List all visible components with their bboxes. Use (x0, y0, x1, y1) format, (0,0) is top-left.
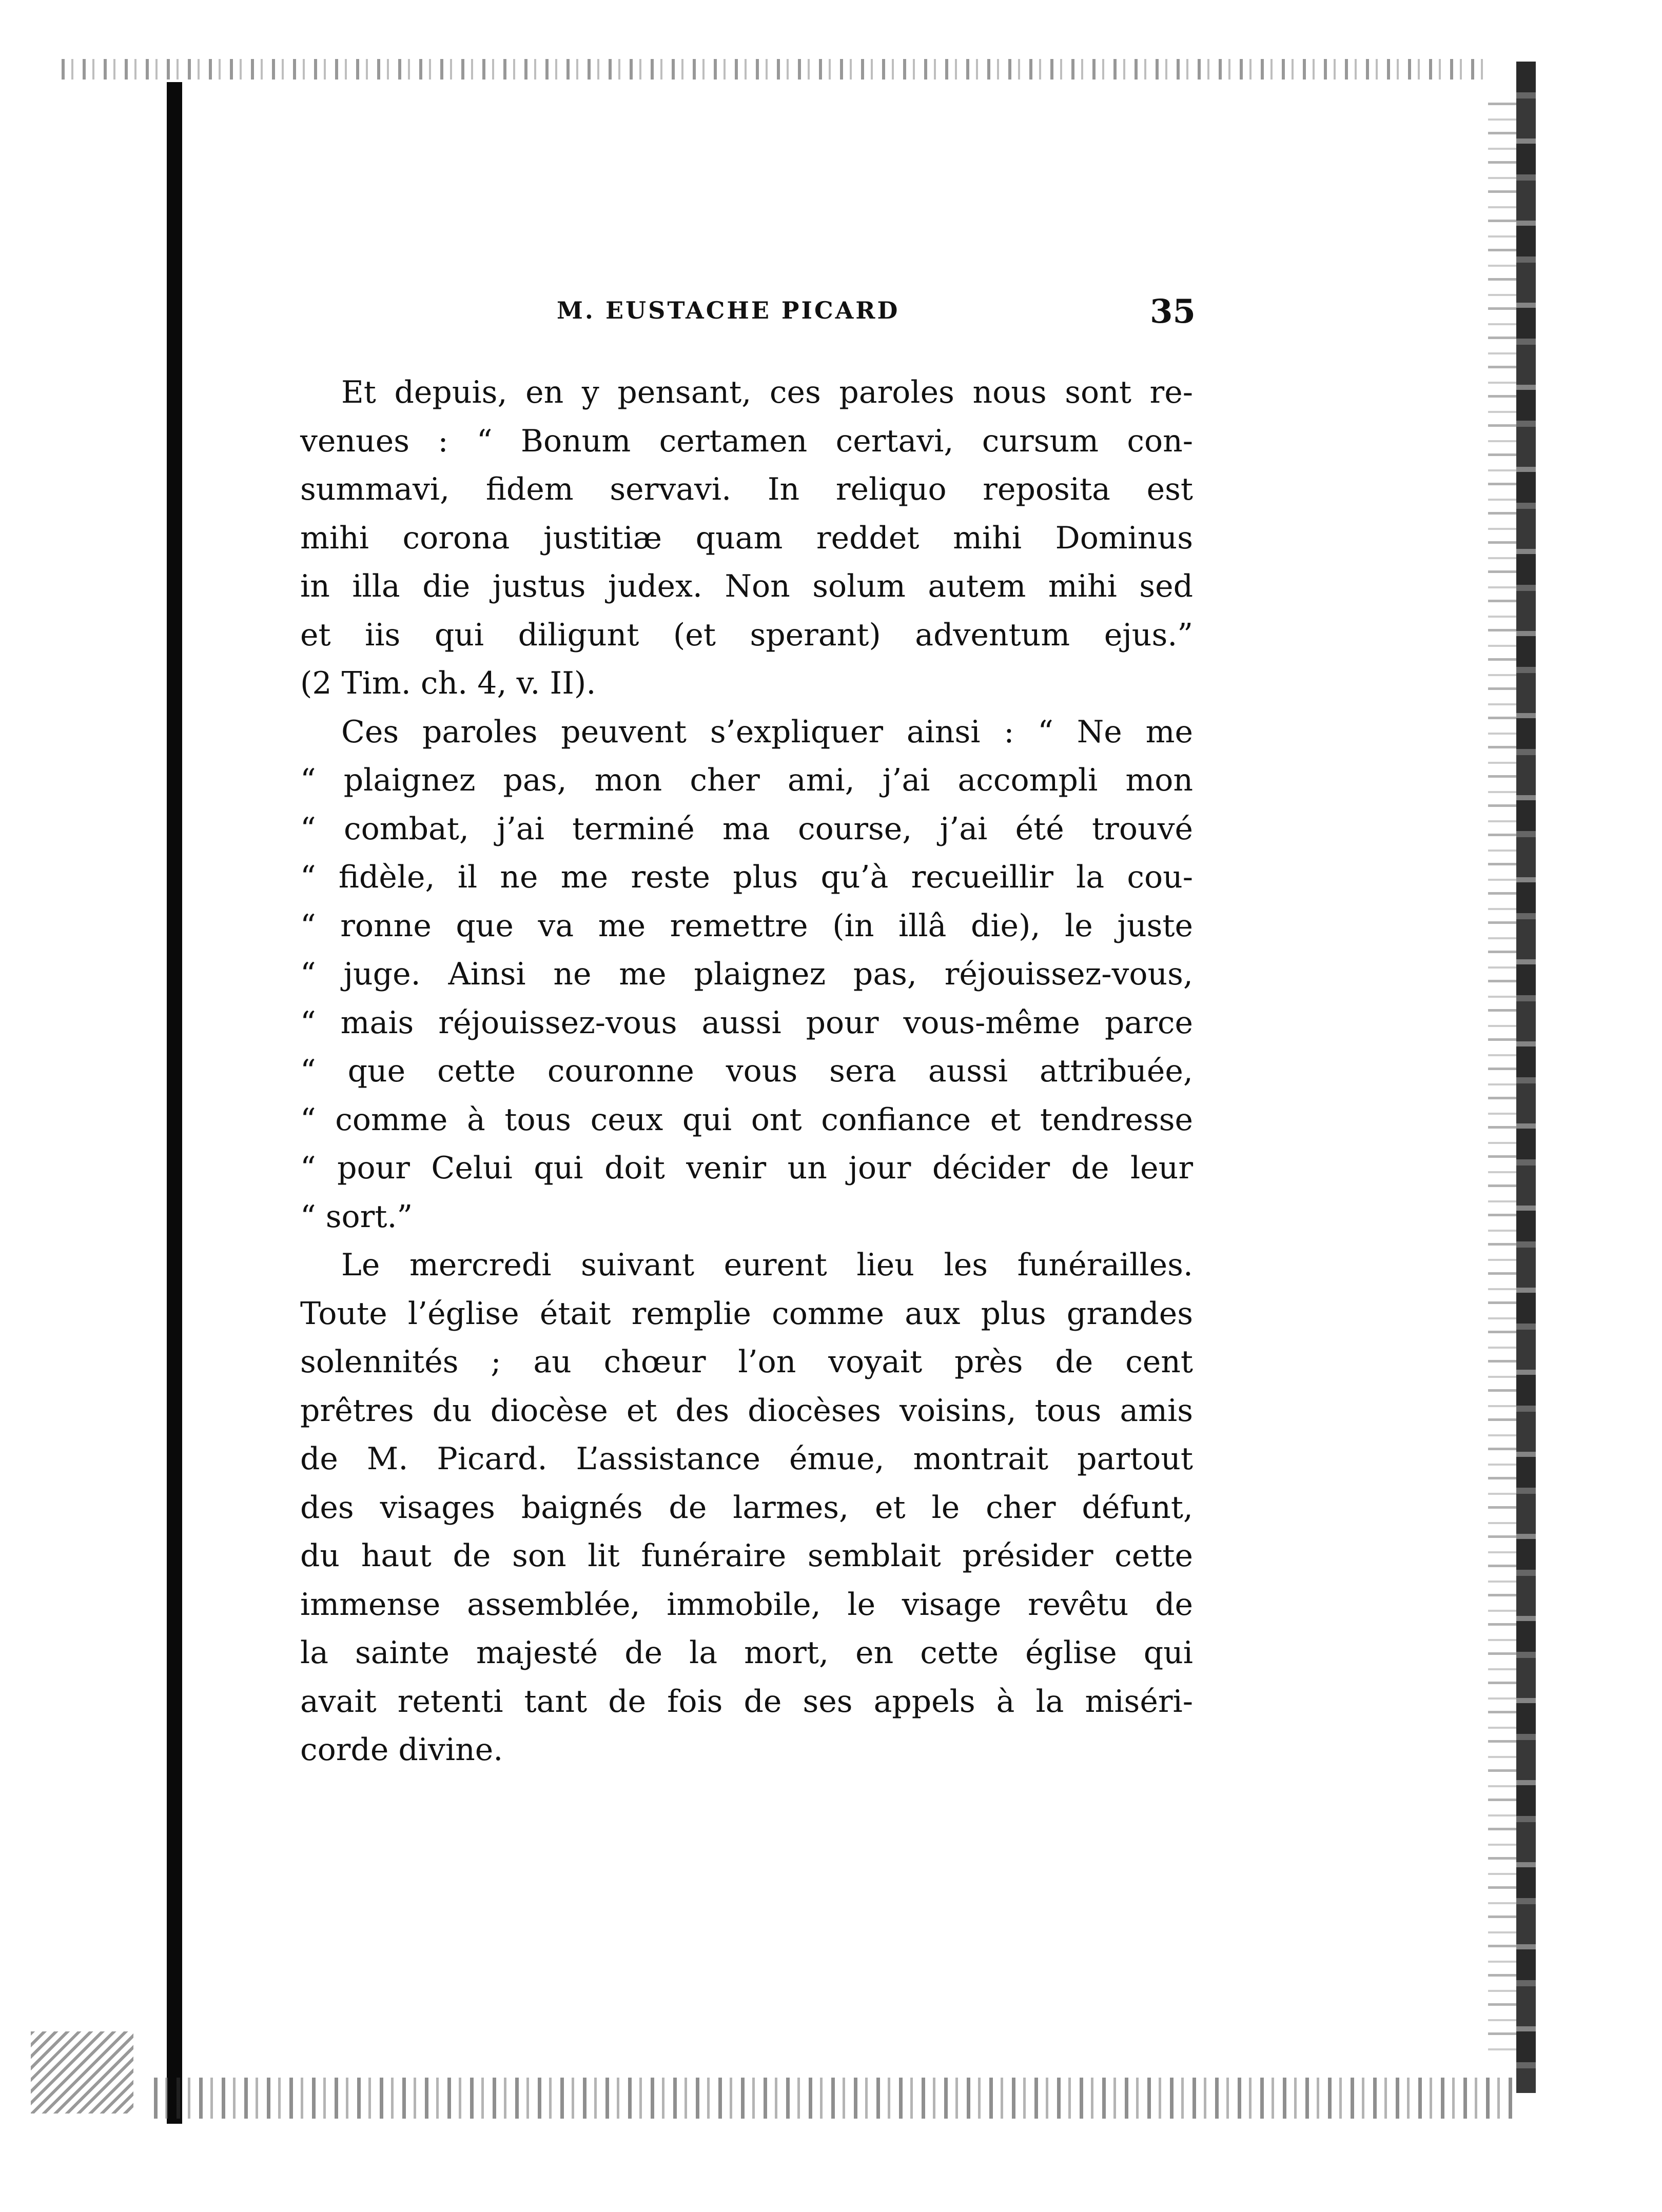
text-line: “ fidèle, il ne me reste plus qu’à recueillir la cou- (300, 859, 1193, 895)
scan-page-edge-right (1516, 62, 1536, 2093)
text-line: corde divine. (300, 1732, 503, 1768)
scan-binding-edge-left (167, 82, 182, 2124)
text-line: “ juge. Ainsi ne me plaignez pas, réjouissez-vous, (300, 956, 1193, 992)
text-line: (2 Tim. ch. 4, v. II). (300, 665, 596, 701)
text-line: Le mercredi suivant eurent lieu les funérailles. (341, 1247, 1193, 1283)
text-line: immense assemblée, immobile, le visage revêtu de (300, 1586, 1193, 1623)
running-head (300, 292, 1196, 331)
text-line: solennités ; au chœur l’on voyait près de cent (300, 1344, 1193, 1380)
text-line: venues : “ Bonum certamen certavi, cursum con- (300, 423, 1193, 459)
text-line: “ mais réjouissez-vous aussi pour vous-même parce (300, 1004, 1193, 1041)
scan-noise-corner (31, 2031, 133, 2114)
body-text (300, 368, 1193, 1774)
text-line: du haut de son lit funéraire semblait présider cette (300, 1538, 1193, 1574)
text-line: et iis qui diligunt (et sperant) adventum ejus.” (300, 617, 1193, 653)
scan-noise-top (62, 59, 1488, 80)
text-line: Ces paroles peuvent s’expliquer ainsi : “ Ne me (341, 714, 1193, 750)
text-line: Et depuis, en y pensant, ces paroles nous sont re- (341, 374, 1193, 410)
text-line: Toute l’église était remplie comme aux plus grandes (300, 1295, 1193, 1332)
text-line: “ pour Celui qui doit venir un jour décider de leur (300, 1150, 1193, 1186)
text-line: “ plaignez pas, mon cher ami, j’ai accompli mon (300, 762, 1193, 798)
text-line: la sainte majesté de la mort, en cette église qui (300, 1635, 1193, 1671)
text-line: “ combat, j’ai terminé ma course, j’ai été trouvé (300, 811, 1193, 847)
scan-noise-bottom (154, 2078, 1514, 2119)
text-line: des visages baignés de larmes, et le cher défunt, (300, 1489, 1193, 1526)
text-line: in illa die justus judex. Non solum autem mihi sed (300, 568, 1193, 604)
text-line: de M. Picard. L’assistance émue, montrait partout (300, 1441, 1193, 1477)
text-line: “ comme à tous ceux qui ont confiance et tendresse (300, 1101, 1193, 1138)
text-line: “ que cette couronne vous sera aussi attribuée, (300, 1053, 1193, 1089)
scan-noise-right (1488, 103, 1516, 2052)
text-line: “ ronne que va me remettre (in illâ die), le juste (300, 907, 1193, 944)
text-line: avait retenti tant de fois de ses appels à la miséri- (300, 1683, 1193, 1720)
text-line: summavi, fidem servavi. In reliquo reposita est (300, 471, 1193, 507)
text-line: prêtres du diocèse et des diocèses voisins, tous amis (300, 1392, 1193, 1429)
page-number: 35 (1149, 292, 1196, 331)
text-line: mihi corona justitiæ quam reddet mihi Dominus (300, 520, 1193, 556)
text-line: “ sort.” (300, 1198, 413, 1235)
running-title: M. EUSTACHE PICARD (557, 297, 900, 324)
